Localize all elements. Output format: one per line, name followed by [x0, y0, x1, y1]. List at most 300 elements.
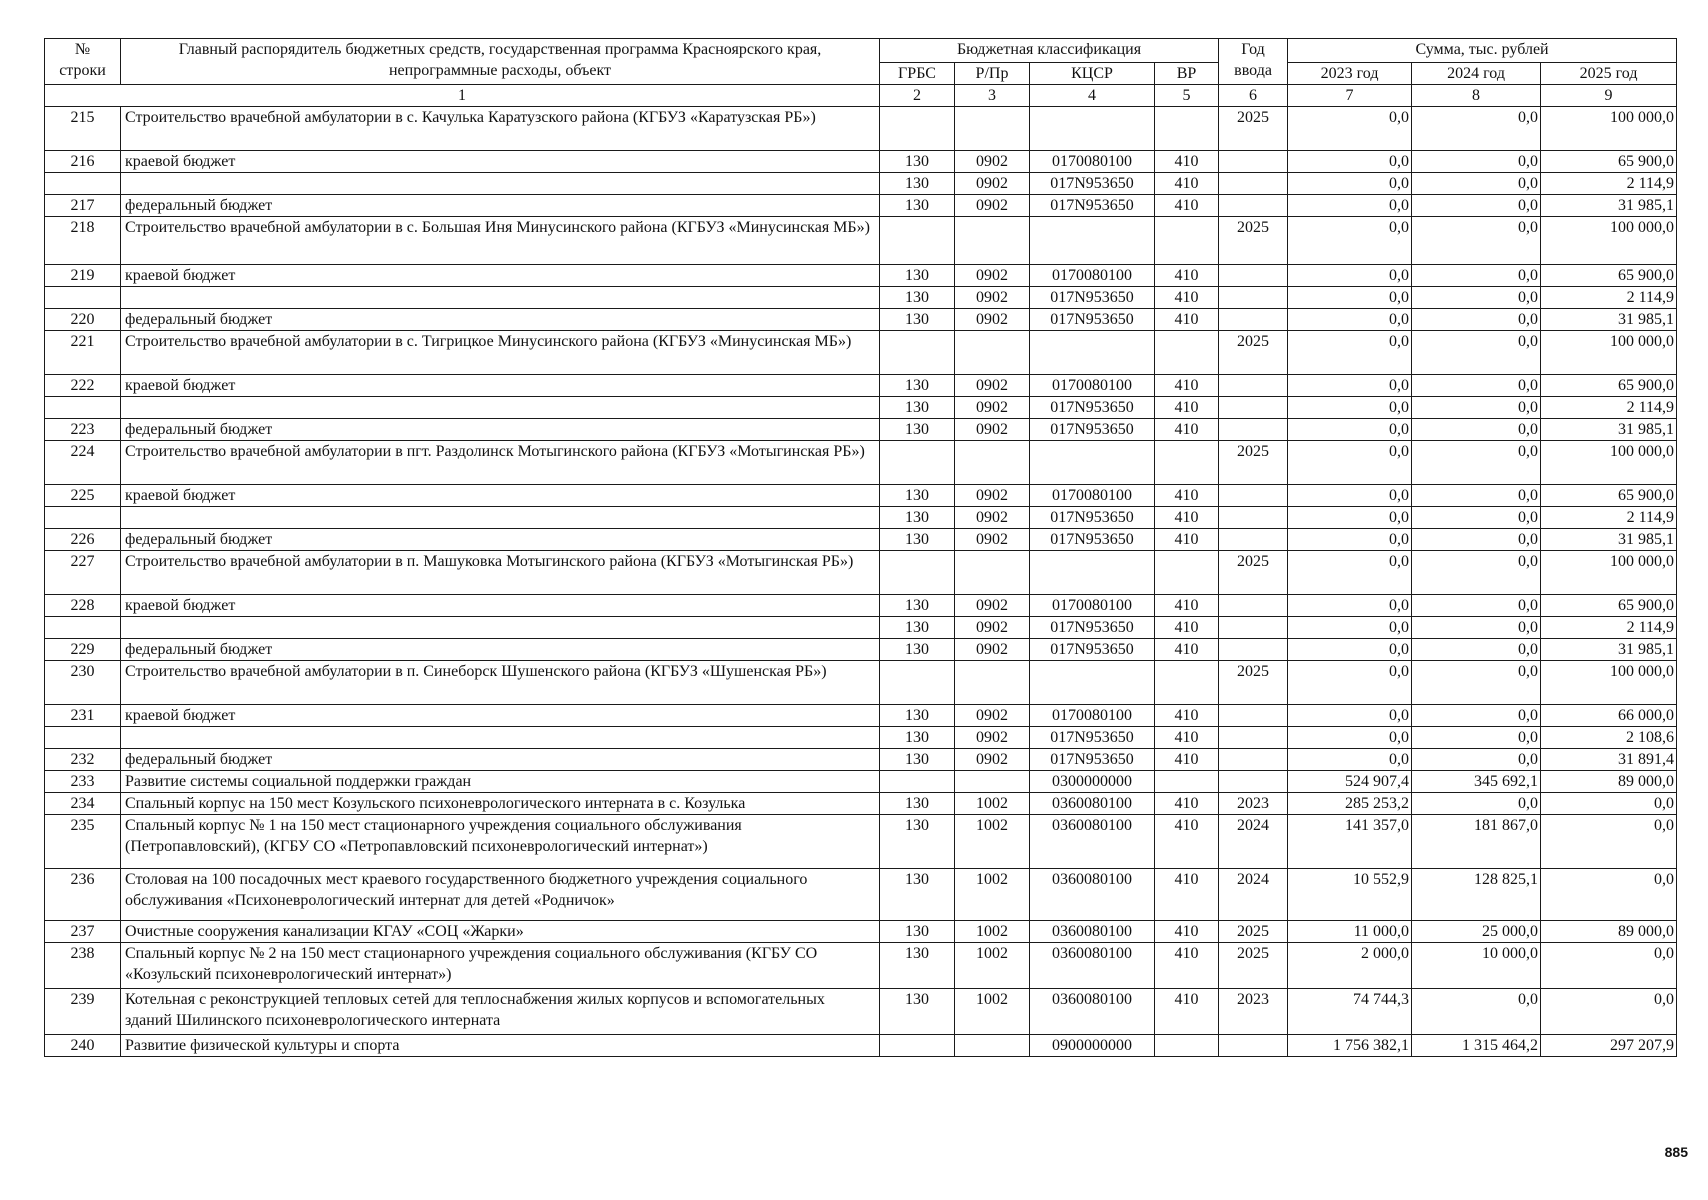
sum-2023-cell: 0,0	[1288, 265, 1412, 287]
table-row	[45, 921, 1677, 943]
year-cell: 2025	[1219, 551, 1288, 595]
description-cell: краевой бюджет	[121, 151, 880, 173]
description-cell: краевой бюджет	[121, 595, 880, 617]
grbs-cell: 130	[880, 419, 955, 441]
sum-2025-cell: 0,0	[1541, 943, 1677, 989]
description-cell: Строительство врачебной амбулатории в пгт. Раздолинск Мотыгинского района (КГБУЗ «Мотыгинская РБ»)	[121, 441, 880, 485]
sum-2024-cell: 0,0	[1412, 727, 1541, 749]
vr-cell	[1155, 331, 1219, 375]
year-cell: 2025	[1219, 943, 1288, 989]
sum-2023-cell: 0,0	[1288, 287, 1412, 309]
rpr-cell	[955, 107, 1030, 151]
table-row	[45, 617, 1677, 639]
row-number-cell: 223	[45, 419, 121, 441]
kcsr-cell	[1030, 107, 1155, 151]
row-number-cell	[45, 173, 121, 195]
row-number-cell: 225	[45, 485, 121, 507]
sum-2023-cell: 1 756 382,1	[1288, 1035, 1412, 1057]
sum-2024-cell: 0,0	[1412, 151, 1541, 173]
year-cell	[1219, 375, 1288, 397]
sum-2023-cell: 0,0	[1288, 375, 1412, 397]
row-number-cell: 219	[45, 265, 121, 287]
header-row-number: № строки	[45, 39, 121, 85]
kcsr-cell: 017N953650	[1030, 173, 1155, 195]
grbs-cell	[880, 107, 955, 151]
sum-2024-cell: 0,0	[1412, 107, 1541, 151]
table-row	[45, 173, 1677, 195]
kcsr-cell: 017N953650	[1030, 397, 1155, 419]
year-cell: 2023	[1219, 793, 1288, 815]
sum-2024-cell: 0,0	[1412, 551, 1541, 595]
row-number-cell: 240	[45, 1035, 121, 1057]
table-row	[45, 815, 1677, 869]
sum-2024-cell: 0,0	[1412, 217, 1541, 265]
kcsr-cell	[1030, 331, 1155, 375]
sum-2023-cell: 0,0	[1288, 107, 1412, 151]
vr-cell: 410	[1155, 507, 1219, 529]
rpr-cell: 1002	[955, 793, 1030, 815]
rpr-cell: 0902	[955, 529, 1030, 551]
table-row	[45, 749, 1677, 771]
rpr-cell: 0902	[955, 375, 1030, 397]
grbs-cell: 130	[880, 727, 955, 749]
vr-cell: 410	[1155, 309, 1219, 331]
header-budget-classification: Бюджетная классификация	[880, 39, 1219, 63]
sum-2024-cell: 0,0	[1412, 595, 1541, 617]
grbs-cell: 130	[880, 507, 955, 529]
sum-2025-cell: 2 114,9	[1541, 173, 1677, 195]
sum-2025-cell: 0,0	[1541, 793, 1677, 815]
vr-cell: 410	[1155, 815, 1219, 869]
rpr-cell: 0902	[955, 595, 1030, 617]
sum-2024-cell: 10 000,0	[1412, 943, 1541, 989]
sum-2025-cell: 31 985,1	[1541, 195, 1677, 217]
column-number-cell: 8	[1412, 85, 1541, 107]
description-cell: Котельная с реконструкцией тепловых сетей для теплоснабжения жилых корпусов и вспомогательных зданий Шилинского психоневрологического интерната	[121, 989, 880, 1035]
sum-2024-cell: 0,0	[1412, 617, 1541, 639]
vr-cell: 410	[1155, 265, 1219, 287]
description-cell: Спальный корпус № 1 на 150 мест стационарного учреждения социального обслуживания (Петропавловский), (КГБУ СО «Петропавловский психоневрологический интернат»)	[121, 815, 880, 869]
year-cell	[1219, 595, 1288, 617]
table-row	[45, 441, 1677, 485]
column-number-cell: 2	[880, 85, 955, 107]
grbs-cell: 130	[880, 749, 955, 771]
sum-2024-cell: 0,0	[1412, 265, 1541, 287]
year-cell	[1219, 705, 1288, 727]
sum-2023-cell: 0,0	[1288, 331, 1412, 375]
vr-cell: 410	[1155, 793, 1219, 815]
row-number-cell	[45, 507, 121, 529]
sum-2024-cell: 181 867,0	[1412, 815, 1541, 869]
rpr-cell: 0902	[955, 151, 1030, 173]
vr-cell: 410	[1155, 989, 1219, 1035]
sum-2025-cell: 0,0	[1541, 815, 1677, 869]
sum-2024-cell: 0,0	[1412, 309, 1541, 331]
year-cell	[1219, 173, 1288, 195]
rpr-cell: 0902	[955, 639, 1030, 661]
sum-2023-cell: 0,0	[1288, 485, 1412, 507]
kcsr-cell: 0170080100	[1030, 595, 1155, 617]
sum-2025-cell: 0,0	[1541, 989, 1677, 1035]
sum-2024-cell: 0,0	[1412, 507, 1541, 529]
kcsr-cell: 0360080100	[1030, 815, 1155, 869]
sum-2023-cell: 0,0	[1288, 151, 1412, 173]
year-cell	[1219, 1035, 1288, 1057]
column-number-cell: 5	[1155, 85, 1219, 107]
description-cell: краевой бюджет	[121, 375, 880, 397]
column-number-cell: 3	[955, 85, 1030, 107]
sum-2025-cell: 100 000,0	[1541, 441, 1677, 485]
sum-2024-cell: 0,0	[1412, 485, 1541, 507]
rpr-cell	[955, 771, 1030, 793]
sum-2024-cell: 0,0	[1412, 195, 1541, 217]
sum-2025-cell: 2 114,9	[1541, 617, 1677, 639]
grbs-cell: 130	[880, 869, 955, 921]
description-cell: федеральный бюджет	[121, 419, 880, 441]
sum-2024-cell: 0,0	[1412, 705, 1541, 727]
row-number-cell: 239	[45, 989, 121, 1035]
sum-2024-cell: 0,0	[1412, 287, 1541, 309]
kcsr-cell: 0360080100	[1030, 921, 1155, 943]
kcsr-cell: 0900000000	[1030, 1035, 1155, 1057]
year-cell: 2024	[1219, 869, 1288, 921]
sum-2025-cell: 65 900,0	[1541, 151, 1677, 173]
vr-cell: 410	[1155, 617, 1219, 639]
column-number-cell: 6	[1219, 85, 1288, 107]
sum-2024-cell: 0,0	[1412, 749, 1541, 771]
year-cell: 2025	[1219, 107, 1288, 151]
row-number-cell: 221	[45, 331, 121, 375]
table-row	[45, 107, 1677, 151]
table-row	[45, 507, 1677, 529]
vr-cell	[1155, 1035, 1219, 1057]
grbs-cell: 130	[880, 639, 955, 661]
kcsr-cell: 017N953650	[1030, 727, 1155, 749]
sum-2024-cell: 0,0	[1412, 441, 1541, 485]
description-cell: краевой бюджет	[121, 485, 880, 507]
year-cell	[1219, 195, 1288, 217]
table-row	[45, 661, 1677, 705]
row-number-cell: 233	[45, 771, 121, 793]
kcsr-cell: 017N953650	[1030, 749, 1155, 771]
description-cell: Строительство врачебной амбулатории в с. Тигрицкое Минусинского района (КГБУЗ «Минусинская МБ»)	[121, 331, 880, 375]
sum-2025-cell: 31 985,1	[1541, 419, 1677, 441]
year-cell	[1219, 771, 1288, 793]
sum-2025-cell: 66 000,0	[1541, 705, 1677, 727]
table-row	[45, 727, 1677, 749]
sum-2023-cell: 524 907,4	[1288, 771, 1412, 793]
grbs-cell	[880, 331, 955, 375]
description-cell: Спальный корпус на 150 мест Козульского психоневрологического интерната в с. Козулька	[121, 793, 880, 815]
kcsr-cell: 017N953650	[1030, 639, 1155, 661]
table-row	[45, 869, 1677, 921]
grbs-cell: 130	[880, 989, 955, 1035]
sum-2025-cell: 31 891,4	[1541, 749, 1677, 771]
description-cell	[121, 617, 880, 639]
description-cell	[121, 727, 880, 749]
kcsr-cell: 0360080100	[1030, 989, 1155, 1035]
grbs-cell: 130	[880, 151, 955, 173]
vr-cell: 410	[1155, 375, 1219, 397]
header-rpr: Р/Пр	[955, 63, 1030, 85]
sum-2024-cell: 1 315 464,2	[1412, 1035, 1541, 1057]
table-row	[45, 551, 1677, 595]
rpr-cell: 1002	[955, 989, 1030, 1035]
row-number-cell: 236	[45, 869, 121, 921]
sum-2025-cell: 65 900,0	[1541, 485, 1677, 507]
rpr-cell	[955, 217, 1030, 265]
grbs-cell: 130	[880, 595, 955, 617]
row-number-cell: 224	[45, 441, 121, 485]
description-cell	[121, 397, 880, 419]
table-row	[45, 705, 1677, 727]
row-number-cell: 222	[45, 375, 121, 397]
description-cell: федеральный бюджет	[121, 195, 880, 217]
sum-2025-cell: 100 000,0	[1541, 661, 1677, 705]
year-cell: 2024	[1219, 815, 1288, 869]
table-row	[45, 639, 1677, 661]
row-number-cell: 230	[45, 661, 121, 705]
sum-2024-cell: 345 692,1	[1412, 771, 1541, 793]
rpr-cell: 0902	[955, 287, 1030, 309]
kcsr-cell: 0360080100	[1030, 869, 1155, 921]
vr-cell: 410	[1155, 529, 1219, 551]
rpr-cell	[955, 331, 1030, 375]
row-number-cell	[45, 287, 121, 309]
description-cell: Спальный корпус № 2 на 150 мест стационарного учреждения социального обслуживания (КГБУ СО «Козульский психоневрологический интернат»)	[121, 943, 880, 989]
description-cell: федеральный бюджет	[121, 529, 880, 551]
rpr-cell: 0902	[955, 617, 1030, 639]
sum-2024-cell: 0,0	[1412, 173, 1541, 195]
column-number-cell: 9	[1541, 85, 1677, 107]
vr-cell: 410	[1155, 749, 1219, 771]
sum-2023-cell: 0,0	[1288, 173, 1412, 195]
rpr-cell: 1002	[955, 869, 1030, 921]
table-row	[45, 943, 1677, 989]
column-number-cell: 1	[45, 85, 880, 107]
sum-2025-cell: 2 114,9	[1541, 507, 1677, 529]
vr-cell	[1155, 551, 1219, 595]
rpr-cell: 0902	[955, 397, 1030, 419]
sum-2023-cell: 10 552,9	[1288, 869, 1412, 921]
kcsr-cell: 0360080100	[1030, 943, 1155, 989]
sum-2025-cell: 89 000,0	[1541, 771, 1677, 793]
year-cell: 2025	[1219, 331, 1288, 375]
sum-2024-cell: 25 000,0	[1412, 921, 1541, 943]
table-row	[45, 1035, 1677, 1057]
sum-2024-cell: 0,0	[1412, 529, 1541, 551]
rpr-cell: 1002	[955, 815, 1030, 869]
sum-2025-cell: 2 108,6	[1541, 727, 1677, 749]
kcsr-cell: 017N953650	[1030, 287, 1155, 309]
year-cell: 2025	[1219, 441, 1288, 485]
sum-2023-cell: 0,0	[1288, 195, 1412, 217]
grbs-cell	[880, 217, 955, 265]
header-sum: Сумма, тыс. рублей	[1288, 39, 1677, 63]
description-cell: Очистные сооружения канализации КГАУ «СОЦ «Жарки»	[121, 921, 880, 943]
kcsr-cell: 0170080100	[1030, 705, 1155, 727]
table-row	[45, 529, 1677, 551]
sum-2025-cell: 0,0	[1541, 869, 1677, 921]
row-number-cell: 232	[45, 749, 121, 771]
table-row	[45, 265, 1677, 287]
description-cell: федеральный бюджет	[121, 639, 880, 661]
vr-cell: 410	[1155, 151, 1219, 173]
year-cell	[1219, 485, 1288, 507]
grbs-cell: 130	[880, 309, 955, 331]
sum-2025-cell: 2 114,9	[1541, 397, 1677, 419]
vr-cell: 410	[1155, 869, 1219, 921]
sum-2025-cell: 100 000,0	[1541, 551, 1677, 595]
sum-2023-cell: 74 744,3	[1288, 989, 1412, 1035]
rpr-cell: 0902	[955, 705, 1030, 727]
sum-2025-cell: 31 985,1	[1541, 309, 1677, 331]
kcsr-cell	[1030, 661, 1155, 705]
sum-2023-cell: 0,0	[1288, 397, 1412, 419]
grbs-cell: 130	[880, 485, 955, 507]
sum-2025-cell: 65 900,0	[1541, 265, 1677, 287]
kcsr-cell: 0170080100	[1030, 375, 1155, 397]
year-cell	[1219, 529, 1288, 551]
year-cell: 2025	[1219, 921, 1288, 943]
kcsr-cell: 017N953650	[1030, 617, 1155, 639]
description-cell: краевой бюджет	[121, 705, 880, 727]
vr-cell: 410	[1155, 595, 1219, 617]
grbs-cell	[880, 551, 955, 595]
rpr-cell: 0902	[955, 195, 1030, 217]
column-number-cell: 7	[1288, 85, 1412, 107]
year-cell	[1219, 419, 1288, 441]
description-cell	[121, 173, 880, 195]
page-number: 885	[1664, 1144, 1688, 1160]
grbs-cell: 130	[880, 705, 955, 727]
sum-2024-cell: 0,0	[1412, 793, 1541, 815]
vr-cell	[1155, 661, 1219, 705]
sum-2023-cell: 2 000,0	[1288, 943, 1412, 989]
description-cell: Строительство врачебной амбулатории в п. Синеборск Шушенского района (КГБУЗ «Шушенская РБ»)	[121, 661, 880, 705]
description-cell: Развитие системы социальной поддержки граждан	[121, 771, 880, 793]
sum-2023-cell: 0,0	[1288, 639, 1412, 661]
rpr-cell: 0902	[955, 485, 1030, 507]
kcsr-cell: 017N953650	[1030, 309, 1155, 331]
sum-2023-cell: 0,0	[1288, 617, 1412, 639]
sum-2023-cell: 11 000,0	[1288, 921, 1412, 943]
header-year: Год ввода	[1219, 39, 1288, 85]
header-2023: 2023 год	[1288, 63, 1412, 85]
sum-2025-cell: 100 000,0	[1541, 331, 1677, 375]
sum-2024-cell: 0,0	[1412, 989, 1541, 1035]
header-kcsr: КЦСР	[1030, 63, 1155, 85]
description-cell	[121, 507, 880, 529]
vr-cell: 410	[1155, 705, 1219, 727]
grbs-cell: 130	[880, 815, 955, 869]
table-row	[45, 375, 1677, 397]
row-number-cell: 234	[45, 793, 121, 815]
grbs-cell: 130	[880, 793, 955, 815]
rpr-cell: 1002	[955, 921, 1030, 943]
rpr-cell: 0902	[955, 265, 1030, 287]
sum-2024-cell: 0,0	[1412, 639, 1541, 661]
rpr-cell	[955, 1035, 1030, 1057]
sum-2025-cell: 31 985,1	[1541, 529, 1677, 551]
header-2025: 2025 год	[1541, 63, 1677, 85]
sum-2023-cell: 0,0	[1288, 661, 1412, 705]
vr-cell: 410	[1155, 287, 1219, 309]
table-row	[45, 485, 1677, 507]
kcsr-cell: 0300000000	[1030, 771, 1155, 793]
sum-2023-cell: 0,0	[1288, 705, 1412, 727]
sum-2025-cell: 65 900,0	[1541, 375, 1677, 397]
sum-2024-cell: 0,0	[1412, 419, 1541, 441]
year-cell	[1219, 639, 1288, 661]
sum-2025-cell: 100 000,0	[1541, 107, 1677, 151]
table-row	[45, 793, 1677, 815]
kcsr-cell: 017N953650	[1030, 195, 1155, 217]
kcsr-cell	[1030, 551, 1155, 595]
year-cell	[1219, 749, 1288, 771]
grbs-cell	[880, 1035, 955, 1057]
vr-cell: 410	[1155, 943, 1219, 989]
row-number-cell	[45, 397, 121, 419]
year-cell	[1219, 507, 1288, 529]
sum-2023-cell: 285 253,2	[1288, 793, 1412, 815]
row-number-cell: 235	[45, 815, 121, 869]
grbs-cell: 130	[880, 529, 955, 551]
vr-cell: 410	[1155, 485, 1219, 507]
kcsr-cell: 0170080100	[1030, 151, 1155, 173]
description-cell: краевой бюджет	[121, 265, 880, 287]
sum-2023-cell: 0,0	[1288, 419, 1412, 441]
row-number-cell: 216	[45, 151, 121, 173]
grbs-cell	[880, 441, 955, 485]
vr-cell	[1155, 217, 1219, 265]
sum-2025-cell: 2 114,9	[1541, 287, 1677, 309]
sum-2024-cell: 0,0	[1412, 331, 1541, 375]
description-cell: Развитие физической культуры и спорта	[121, 1035, 880, 1057]
grbs-cell: 130	[880, 195, 955, 217]
budget-table	[44, 38, 1677, 1057]
sum-2023-cell: 0,0	[1288, 727, 1412, 749]
row-number-cell	[45, 727, 121, 749]
year-cell	[1219, 309, 1288, 331]
header-grbs: ГРБС	[880, 63, 955, 85]
kcsr-cell: 0360080100	[1030, 793, 1155, 815]
kcsr-cell	[1030, 441, 1155, 485]
table-row	[45, 151, 1677, 173]
row-number-cell: 237	[45, 921, 121, 943]
year-cell	[1219, 727, 1288, 749]
sum-2024-cell: 128 825,1	[1412, 869, 1541, 921]
vr-cell	[1155, 441, 1219, 485]
grbs-cell: 130	[880, 173, 955, 195]
grbs-cell: 130	[880, 265, 955, 287]
rpr-cell	[955, 441, 1030, 485]
table-row	[45, 989, 1677, 1035]
vr-cell: 410	[1155, 921, 1219, 943]
kcsr-cell: 017N953650	[1030, 507, 1155, 529]
vr-cell: 410	[1155, 419, 1219, 441]
year-cell: 2025	[1219, 217, 1288, 265]
vr-cell: 410	[1155, 173, 1219, 195]
year-cell	[1219, 265, 1288, 287]
header-2024: 2024 год	[1412, 63, 1541, 85]
year-cell	[1219, 151, 1288, 173]
table-row	[45, 217, 1677, 265]
row-number-cell: 227	[45, 551, 121, 595]
kcsr-cell: 0170080100	[1030, 485, 1155, 507]
sum-2024-cell: 0,0	[1412, 397, 1541, 419]
grbs-cell	[880, 661, 955, 705]
